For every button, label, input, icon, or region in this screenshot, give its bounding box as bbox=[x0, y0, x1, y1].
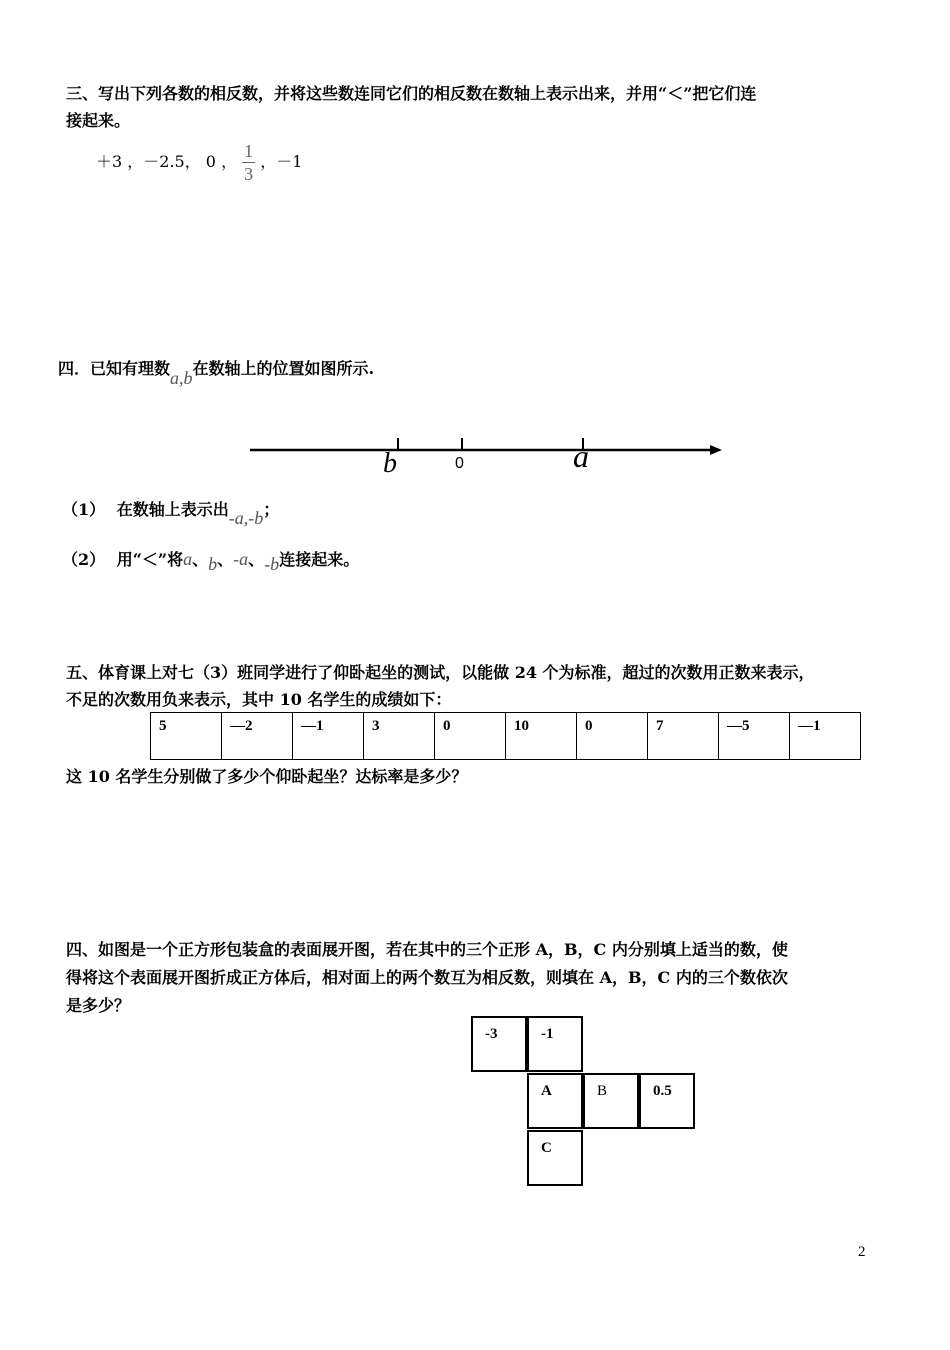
q4a-prefix: 四．已知有理数 bbox=[58, 359, 171, 378]
q3-line1: 三、写出下列各数的相反数，并将这些数连同它们的相反数在数轴上表示出来，并用“＜”把它们连 bbox=[66, 84, 757, 103]
score-cell: 0 bbox=[435, 713, 506, 760]
net-cell-c: C bbox=[527, 1130, 583, 1186]
axis-label-a: a bbox=[573, 438, 589, 474]
q4a-part2-text: 用“＜”将 bbox=[116, 550, 184, 569]
score-cell: —2 bbox=[222, 713, 293, 760]
q4a-part2-a: a bbox=[183, 549, 193, 569]
q4a-part2-sep3: 、 bbox=[248, 550, 265, 569]
q3-numbers-part2: ，－1 bbox=[260, 152, 303, 171]
q4a-statement bbox=[58, 354, 375, 388]
q4b-line3: 是多少？ bbox=[66, 996, 131, 1015]
q4a-vars: a,b bbox=[170, 368, 193, 388]
number-line-arrow bbox=[710, 445, 722, 455]
q4a-part1-expr: -a,-b bbox=[228, 508, 264, 528]
score-cell: 5 bbox=[151, 713, 222, 760]
q4a-part2-neg-a: -a bbox=[233, 549, 249, 569]
score-cell: 3 bbox=[364, 713, 435, 760]
net-cell-neg1: -1 bbox=[527, 1016, 583, 1072]
q4a-part1-end: ； bbox=[263, 500, 280, 519]
q3-fraction-denominator: 3 bbox=[244, 164, 254, 184]
q5-line2: 不足的次数用负来表示，其中 10 名学生的成绩如下： bbox=[66, 690, 452, 709]
q3-fraction bbox=[242, 140, 255, 185]
q4a-part1-text: 在数轴上表示出 bbox=[116, 500, 229, 519]
score-cell: 7 bbox=[648, 713, 719, 760]
q4a-part2-sep1: 、 bbox=[192, 550, 209, 569]
q5-line1: 五、体育课上对七（3）班同学进行了仰卧起坐的测试，以能做 24 个为标准，超过的次数用正数来表示， bbox=[66, 663, 815, 682]
scores-table bbox=[150, 712, 861, 760]
page-number: 2 bbox=[858, 1244, 866, 1260]
q3-numbers bbox=[96, 136, 302, 188]
q4a-part2-neg-b: -b bbox=[264, 554, 280, 574]
q4b-line2: 得将这个表面展开图折成正方体后，相对面上的两个数互为相反数，则填在 A，B，C 内的三个数依次 bbox=[66, 968, 788, 987]
q3-fraction-numerator: 1 bbox=[244, 141, 254, 161]
net-cell-0-5: 0.5 bbox=[639, 1073, 695, 1129]
score-cell: —1 bbox=[790, 713, 861, 760]
q4a-part1 bbox=[62, 495, 280, 528]
axis-label-b: b bbox=[383, 448, 397, 479]
net-cell-a: A bbox=[527, 1073, 583, 1129]
q4a-part2-end: 连接起来。 bbox=[279, 550, 360, 569]
score-cell: —5 bbox=[719, 713, 790, 760]
score-cell: —1 bbox=[293, 713, 364, 760]
q4a-part2-sep2: 、 bbox=[217, 550, 234, 569]
net-cell-neg3: -3 bbox=[471, 1016, 527, 1072]
score-cell: 10 bbox=[506, 713, 577, 760]
q4a-suffix: 在数轴上的位置如图所示. bbox=[192, 359, 375, 378]
q3-line2: 接起来。 bbox=[66, 111, 131, 130]
q4b-line1: 四、如图是一个正方形包装盒的表面展开图，若在其中的三个正形 A，B，C 内分别填上适当的数，使 bbox=[66, 940, 788, 959]
q4a-part2-b: b bbox=[208, 554, 218, 574]
q4a-part1-number: （1） bbox=[62, 500, 106, 519]
q5-question: 这 10 名学生分别做了多少个仰卧起坐？达标率是多少？ bbox=[66, 767, 468, 786]
axis-label-0: 0 bbox=[455, 455, 464, 472]
q4a-part2 bbox=[62, 545, 359, 574]
score-cell: 0 bbox=[577, 713, 648, 760]
q3-numbers-part1: ＋3 ，－2.5， 0 ， bbox=[96, 152, 238, 171]
q4a-part2-number: （2） bbox=[62, 550, 106, 569]
scores-row bbox=[151, 713, 861, 760]
net-cell-b: B bbox=[583, 1073, 639, 1129]
number-line bbox=[240, 430, 740, 480]
